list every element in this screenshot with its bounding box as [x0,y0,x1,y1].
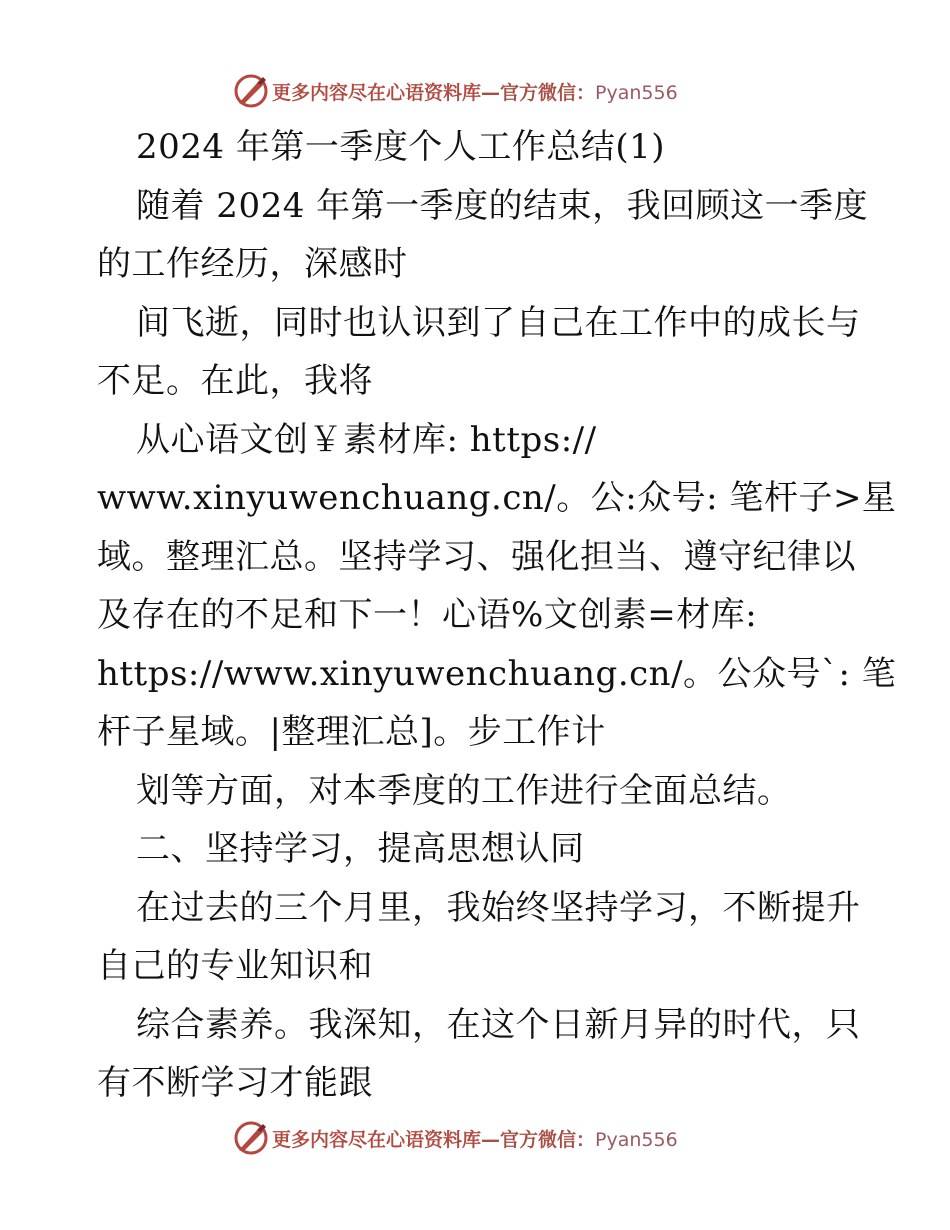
paragraph-line: https://www.xinyuwenchuang.cn/。公众号`: 笔 [97,654,897,694]
banner-dash: — [481,82,501,104]
banner-wechat-id: Pyan556 [595,82,678,104]
banner-dash: — [481,1129,501,1151]
paragraph-line: 间飞逝，同时也认识到了自己在工作中的成长与 [136,303,861,343]
paragraph-line: 划等方面，对本季度的工作进行全面总结。 [136,771,792,811]
banner-label: 官方微信： [500,82,596,104]
paragraph-line: 有不断学习才能跟 [97,1063,373,1103]
paragraph-line: 域。整理汇总。坚持学习、强化担当、遵守纪律以 [97,537,856,577]
banner-text [272,78,678,105]
banner-wechat-id: Pyan556 [595,1129,678,1151]
paragraph-line: 随着 2024 年第一季度的结束，我回顾这一季度 [136,186,869,226]
banner-text [272,1125,678,1152]
banner-slogan: 更多内容尽在心语资料库 [272,82,482,104]
header-banner [0,71,950,111]
paragraph-line: 及存在的不足和下一！心语%文创素=材库: [97,595,758,635]
paragraph-line: 从心语文创￥素材库: https:// [136,420,597,460]
paragraph-line: www.xinyuwenchuang.cn/。公:众号: 笔杆子>星 [97,478,897,518]
banner-label: 官方微信： [500,1129,596,1151]
paragraph-line: 自己的专业知识和 [97,946,373,986]
paragraph-line: 在过去的三个月里，我始终坚持学习，不断提升 [136,888,861,928]
document-title: 2024 年第一季度个人工作总结(1) [136,127,665,167]
section-heading: 二、坚持学习，提高思想认同 [136,829,585,869]
pen-logo-icon [233,1120,269,1156]
paragraph-line: 综合素养。我深知，在这个日新月异的时代，只 [136,1005,861,1045]
paragraph-line: 杆子星域。|整理汇总]。步工作计 [97,712,606,752]
footer-banner [0,1118,950,1158]
banner-slogan: 更多内容尽在心语资料库 [272,1129,482,1151]
paragraph-line: 不足。在此，我将 [97,361,373,401]
pen-logo-icon [233,73,269,109]
paragraph-line: 的工作经历，深感时 [97,244,408,284]
